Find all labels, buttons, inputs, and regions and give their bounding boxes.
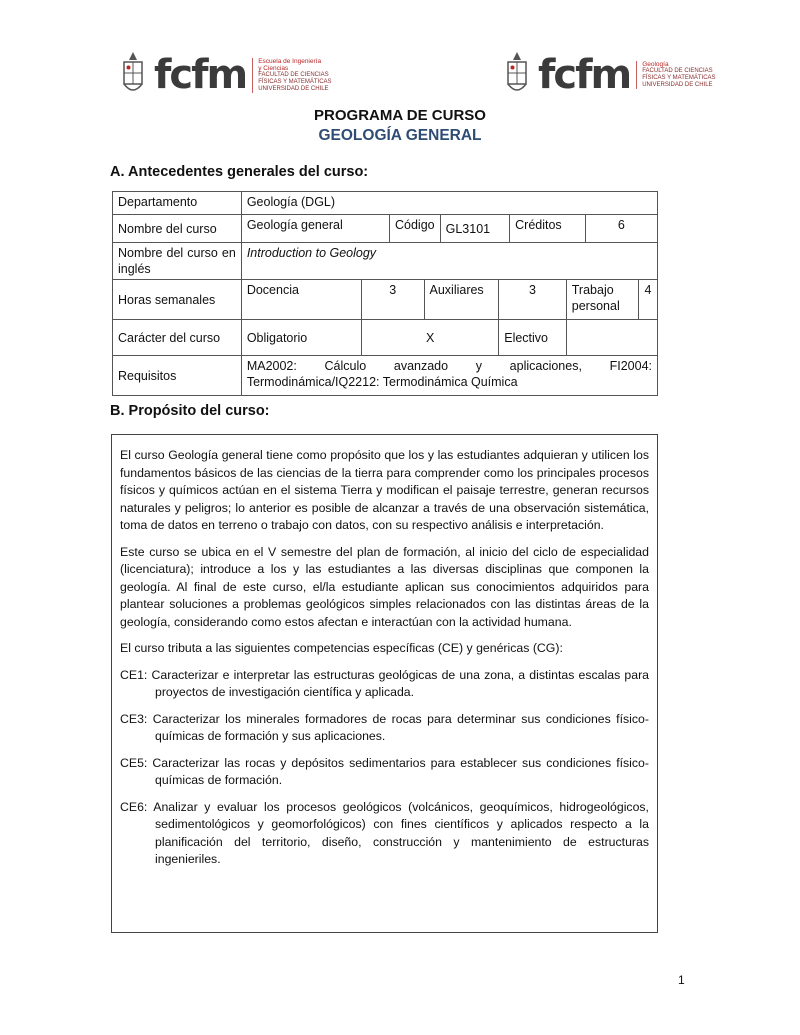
purpose-box	[111, 434, 658, 933]
competencia-text: Caracterizar e interpretar las estructuras geológicas de una zona, a distintas escalas para proyectos de investigación científica y aplicada.	[151, 667, 650, 699]
trabajo-value: 4	[639, 280, 658, 320]
caracter-label: Carácter del curso	[113, 320, 242, 356]
competencia-item	[120, 799, 649, 869]
nombre-value: Geología general	[241, 215, 389, 243]
obligatorio-mark: X	[362, 320, 499, 356]
competencia-item	[120, 667, 649, 702]
page-number: 1	[678, 973, 685, 987]
departamento-value: Geología (DGL)	[241, 192, 657, 215]
section-b-heading: B. Propósito del curso:	[110, 403, 270, 419]
competencia-item	[120, 755, 649, 790]
requisitos-value: MA2002: Cálculo avanzado y aplicaciones, FI2004: Termodinámica/IQ2212: Termodinámica Química	[241, 356, 657, 396]
requisitos-label: Requisitos	[113, 356, 242, 396]
table-row	[113, 280, 658, 320]
course-info-table	[112, 191, 658, 396]
logo-line: FÍSICAS Y MATEMÁTICAS	[642, 75, 716, 81]
logo-subtitle	[252, 58, 362, 93]
nombre-label: Nombre del curso	[113, 215, 242, 243]
course-title: GEOLOGÍA GENERAL	[318, 127, 482, 144]
table-row	[113, 320, 658, 356]
auxiliares-label: Auxiliares	[424, 280, 499, 320]
university-seal-icon	[502, 50, 532, 100]
competencia-item	[120, 711, 649, 746]
trabajo-label: Trabajo personal	[566, 280, 638, 320]
logo-line: Geología	[642, 61, 669, 68]
horas-label: Horas semanales	[113, 280, 242, 320]
university-seal-icon	[118, 50, 148, 100]
table-row	[113, 215, 658, 243]
logo-brand-text: fcfm	[154, 52, 247, 98]
competencia-code: CE1:	[120, 667, 148, 682]
logo-line: UNIVERSIDAD DE CHILE	[258, 85, 329, 92]
logo-line: FÍSICAS Y MATEMÁTICAS	[258, 78, 332, 85]
purpose-paragraph: El curso tributa a las siguientes competencias específicas (CE) y genéricas (CG):	[120, 641, 563, 655]
fcfm-geologia-logo	[502, 46, 746, 104]
logo-brand-text: fcfm	[538, 52, 631, 98]
codigo-label: Código	[389, 215, 440, 243]
competencia-text: Caracterizar los minerales formadores de rocas para determinar sus condiciones físico-químicas de formación y sus aplicaciones.	[152, 711, 649, 743]
nombre-ingles-label: Nombre del curso en inglés	[113, 243, 242, 280]
competencia-code: CE5:	[120, 755, 148, 770]
auxiliares-value: 3	[499, 280, 567, 320]
nombre-ingles-value: Introduction to Geology	[241, 243, 657, 280]
obligatorio-label: Obligatorio	[241, 320, 361, 356]
electivo-mark	[566, 320, 657, 356]
fcfm-escuela-logo	[118, 46, 362, 104]
competencia-code: CE6:	[120, 799, 148, 814]
logo-line: Escuela de Ingeniería	[258, 57, 322, 65]
competencia-code: CE3:	[120, 711, 148, 726]
document-title	[0, 106, 800, 146]
creditos-label: Créditos	[510, 215, 585, 243]
logo-line: FACULTAD DE CIENCIAS	[258, 71, 329, 78]
docencia-value: 3	[362, 280, 424, 320]
logo-line: FACULTAD DE CIENCIAS	[642, 68, 713, 74]
departamento-label: Departamento	[113, 192, 242, 215]
logo-subtitle	[636, 61, 746, 89]
codigo-value: GL3101	[440, 215, 510, 243]
purpose-paragraph: Este curso se ubica en el V semestre del plan de formación, al inicio del ciclo de especialidad (licenciatura); introduce a los y las estudiantes a las diversas disciplinas que componen la geología. Al final de este curso, el/la estudiante aplican sus conocimientos adquiridos para plantear soluciones a problemas geológicos simples relacionados con las distintas áreas de la geología, considerando como estos afectan e interactúan con la actividad humana.	[120, 544, 649, 629]
competencia-text: Caracterizar las rocas y depósitos sedimentarios para establecer sus condiciones físico-químicas de formación.	[152, 755, 649, 787]
electivo-label: Electivo	[499, 320, 567, 356]
purpose-paragraph: El curso Geología general tiene como propósito que los y las estudiantes adquieran y utilicen los fundamentos básicos de las ciencias de la tierra para comprender como los principales procesos físicos y químicos actúan en el sistema Tierra y modifican el paisaje terrestre, generan recursos naturales y peligros; lo anterior es posible de alcanzar a través de una observación sistemática, toma de datos en terreno o trabajo con datos, con su respectivo análisis e interpretación.	[120, 448, 649, 532]
table-row	[113, 356, 658, 396]
docencia-label: Docencia	[241, 280, 361, 320]
section-a-heading: A. Antecedentes generales del curso:	[110, 164, 369, 180]
creditos-value: 6	[585, 215, 657, 243]
competencia-text: Analizar y evaluar los procesos geológicos (volcánicos, geoquímicos, hidrogeológicos, sedimentológicos y geomorfológicos) con fines científicos y aplicados respecto a la planificación del territorio, diseño, construcción y mantenimiento de estructuras ingenieriles.	[153, 799, 649, 866]
logo-line: y Ciencias	[258, 64, 289, 72]
program-title: PROGRAMA DE CURSO	[314, 107, 486, 124]
table-row	[113, 192, 658, 215]
logo-line: UNIVERSIDAD DE CHILE	[642, 82, 713, 88]
table-row	[113, 243, 658, 280]
